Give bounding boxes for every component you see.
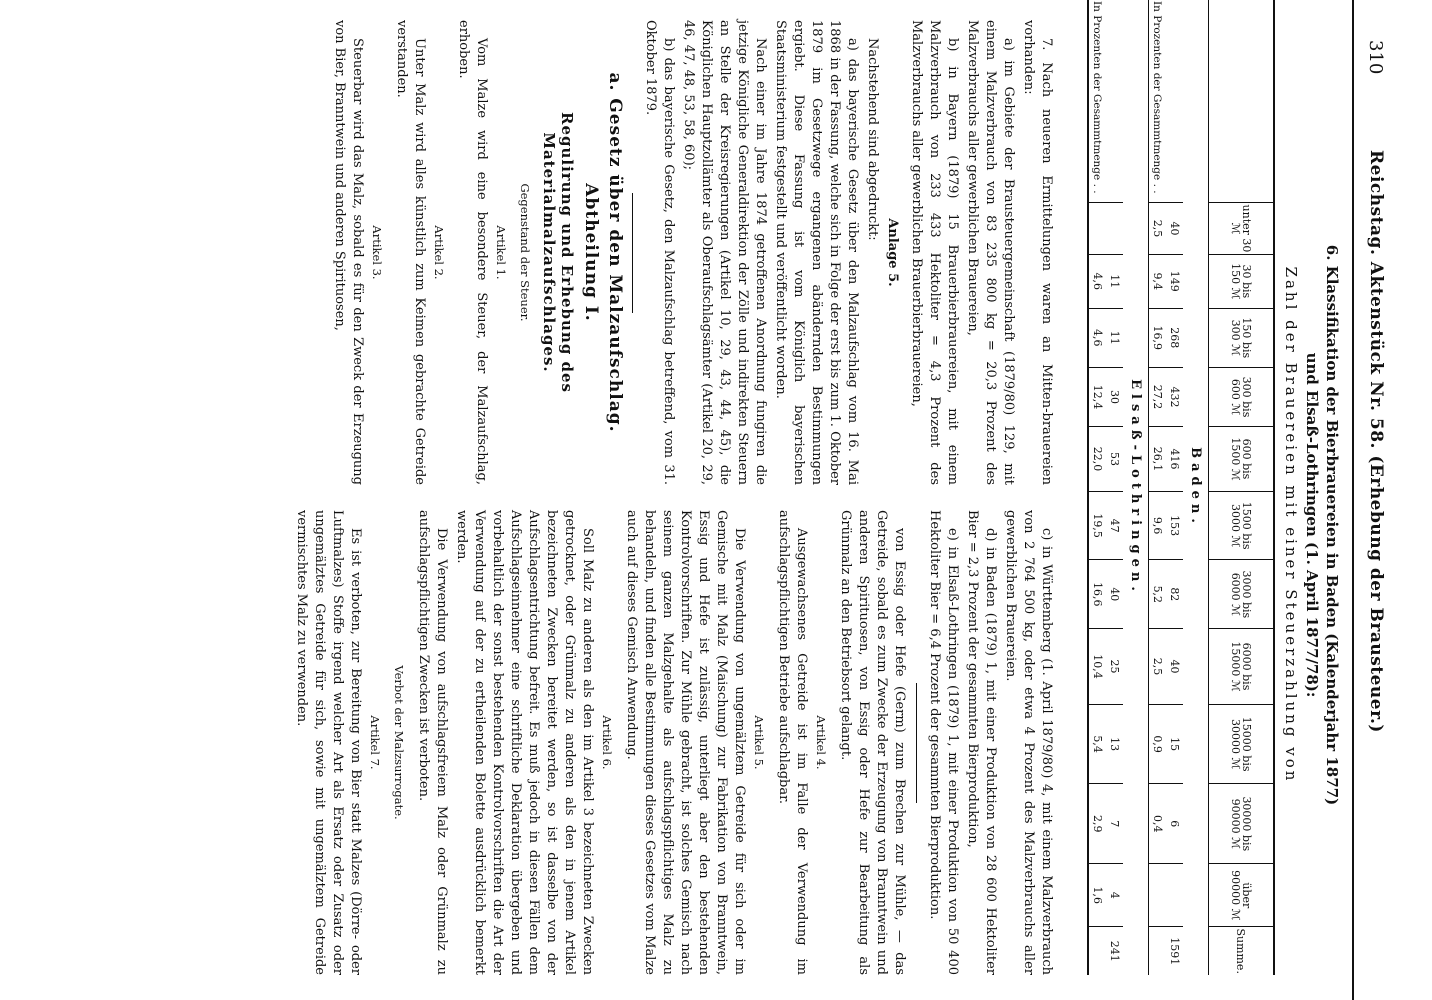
table-cell: 2,5	[1149, 629, 1167, 705]
row-label: In Prozenten der Gesammtmenge . .	[1091, 1, 1104, 194]
divider	[916, 683, 917, 803]
table-row	[1149, 0, 1167, 975]
column-header: 150 bis 300 ℳ	[1209, 308, 1275, 367]
table-cell: 1,6	[1088, 864, 1106, 927]
table-cell: 4,6	[1088, 254, 1106, 308]
region-row	[1183, 0, 1209, 975]
article-4-text: Ausgewachsenes Getreide ist im Falle der Verwendung im aufschlagspflichtigen Betriebe aufschlagbar.	[776, 510, 809, 975]
page-number: 310	[1365, 40, 1386, 75]
article-1-text: Vom Malze wird eine besondere Steuer, der Malzaufschlag, erhoben.	[456, 20, 489, 485]
para-7a: a) im Gebiete der Brausteuergemeinschaft (1879/80) 129, mit einem Malzverbrauch von 83 235 800 kg = 20,3 Prozent des Malzverbrauchs aller gewerblichen Brauereien,	[965, 20, 1016, 485]
table-subtitle: Zahl der Brauereien mit einer Steuerzahlung von	[1282, 266, 1300, 784]
column-header: Summe.	[1209, 927, 1275, 975]
article-6-text: Soll Malz zu anderen als den im Artikel 3 bezeichneten Zwecken getrocknet, oder Grünmalz zu anderen als den in jenem Artikel bezeichneten Zwecken bereitet werden, so ist dasselbe von der Aufschlagsentrichtung befreit. Es muß jedoch in diesen Fällen dem Aufschlagseinnehmer eine schriftliche Deklaration übergeben und vorbehaltlich der sonst bestehenden Kontrolvorschriften die Art der Verwendung auf der zu ertheilenden Bolette ausdrücklich bemerkt werden.	[454, 510, 595, 975]
article-6-heading: Artikel 6.	[600, 715, 614, 770]
table-cell: 30	[1106, 367, 1123, 426]
table-header-row	[1209, 0, 1275, 975]
table-cell: 241	[1106, 927, 1123, 975]
table-cell: 1591	[1166, 927, 1183, 975]
law-title: a. Gesetz über den Malzaufschlag.	[605, 72, 625, 433]
table-cell: 6	[1166, 784, 1183, 864]
table-cell: 15	[1166, 704, 1183, 784]
caption-line-2: und Elsaß-Lothringen (1. April 1877/78):	[1303, 352, 1321, 698]
column-header: 3000 bis 6000 ℳ	[1209, 560, 1275, 629]
table-cell: 416	[1166, 427, 1183, 492]
article-5-text: Die Verwendung von ungemälztem Getreide für sich oder im Gemische mit Malz (Maischung) zur Fabrikation von Branntwein, Essig und Hefe ist zulässig, unterliegt aber den bestehenden Kontrolvorschriften. Zur Mühle gebracht, ist solches Gemisch nach seinem ganzen Malzgehalte als aufschlagspflichtiges Malz zu behandeln, und finden alle Bestimmungen dieses Gesetzes vom Malze auch auf dieses Gemisch Anwendung.	[624, 510, 747, 975]
table-cell: 5,4	[1088, 704, 1106, 784]
table-cell: 40	[1106, 560, 1123, 629]
divider	[632, 193, 633, 313]
table-cell: 53	[1106, 427, 1123, 492]
table-cell: 22,0	[1088, 427, 1106, 492]
intro-text: Nachstehend sind abgedruckt:	[865, 38, 880, 241]
table-cell: 5,2	[1149, 560, 1167, 629]
table-cell: 9,4	[1149, 254, 1167, 308]
table-cell: 11	[1106, 308, 1123, 367]
table-cell: 10,4	[1088, 629, 1106, 705]
item-d: d) in Baden (1879) 1, mit einer Produktion von 28 600 Hektoliter Bier = 2,3 Prozent der gesammten Bierproduktion,	[965, 510, 998, 975]
right-column	[290, 510, 1055, 975]
table-cell: 40	[1166, 629, 1183, 705]
table-cell: 149	[1166, 254, 1183, 308]
article-4-heading: Artikel 4.	[814, 715, 828, 770]
column-header: 1500 bis 3000 ℳ	[1209, 491, 1275, 560]
column-header: 15000 bis 30000 ℳ	[1209, 704, 1275, 784]
table-cell: 82	[1166, 560, 1183, 629]
item-b: b) das bayerische Gesetz, den Malzaufschlag betreffend, vom 31. Oktober 1879.	[643, 20, 676, 485]
row-label	[1166, 0, 1183, 203]
left-column	[328, 20, 1055, 485]
column-header: 6000 bis 15000 ℳ	[1209, 629, 1275, 705]
item-e: e) in Elsaß-Lothringen (1879) 1, mit einer Produktion von 50 400 Hektoliter Bier = 6,4 Prozent der gesammten Bierproduktion.	[927, 510, 960, 975]
table-cell	[1088, 927, 1106, 975]
section-heading-surrogate: Verbot der Malzsurrogate.	[392, 665, 406, 820]
table-cell: 27,2	[1149, 367, 1167, 426]
table-cell: 26,1	[1149, 427, 1167, 492]
region-name: Elsaß-Lothringen.	[1128, 379, 1143, 596]
table-row	[1106, 0, 1123, 975]
table-cell: 7	[1106, 784, 1123, 864]
row-label	[1106, 0, 1123, 203]
table-cell: 9,6	[1149, 491, 1167, 560]
table-cell	[1149, 864, 1167, 927]
table-cell: 0,4	[1149, 784, 1167, 864]
item-a: a) das bayerische Gesetz über den Malzaufschlag vom 16. Mai 1868 in der Fassung, welche sich in Folge der erst bis zum 1. Oktober 1879 im Gesetzwege ergangenen abändernden Bestimmungen ergiebt. Diese Fassung ist vom Königlich bayerischen Staatsministerium festgestellt und veröffentlicht worden.	[773, 20, 860, 485]
article-5-heading: Artikel 5.	[752, 715, 766, 770]
brewery-classification-table	[1087, 0, 1275, 975]
table-caption	[1302, 90, 1342, 960]
table-row	[1088, 0, 1106, 975]
article-2-text: Unter Malz wird alles künstlich zum Keimen gebrachte Getreide verstanden.	[394, 20, 427, 485]
table-cell: 268	[1166, 308, 1183, 367]
table-cell	[1149, 927, 1167, 975]
para-7b: b) in Bayern (1879) 15 Brauerbierbrauereien, mit einem Malzverbrauch von 233 433 Hektoliter = 4,3 Prozent des Malzverbrauchs aller gewerblichen Brauerbierbrauereien,	[909, 20, 960, 485]
table-row	[1166, 0, 1183, 975]
column-header: 600 bis 1500 ℳ	[1209, 427, 1275, 492]
table-cell: 40	[1166, 203, 1183, 255]
table-cell	[1166, 864, 1183, 927]
anlage-heading: Anlage 5.	[885, 218, 900, 287]
row-label: In Prozenten der Gesammtmenge . .	[1151, 1, 1164, 194]
region-row	[1123, 0, 1149, 975]
para-7: 7. Nach neueren Ermittelungen waren an Mitten-brauereien vorhanden:	[1021, 20, 1054, 485]
article-3-heading: Artikel 3.	[370, 225, 384, 280]
table-cell: 4	[1106, 864, 1123, 927]
section-heading: Gegenstand der Steuer.	[518, 183, 532, 322]
article-7-text: Es ist verboten, zur Bereitung von Bier statt Malzes (Dörre- oder Luftmalzes) Stoffe irgend welcher Art als Ersatz oder Zusatz oder ungemälztes Getreide für sich, sowie mit ungemälztem Getreide vermischtes Malz zu verwenden.	[294, 510, 363, 975]
table-cell: 16,9	[1149, 308, 1167, 367]
abtheilung-heading: Abtheilung I.	[581, 183, 601, 322]
item-c: c) in Württemberg (1. April 1879/80) 4, mit einem Malzverbrauch von 2 764 500 kg, oder etwa 4 Prozent des Malzverbrauchs aller gewerblichen Brauereien.	[1003, 510, 1054, 975]
article-3-continued: von Essig oder Hefe (Germ) zum Brechen zur Mühle, — das Getreide, sobald es zum Zwecke der Erzeugung von Branntwein und anderen Spirituosen, von Essig oder Hefe zur Bearbeitung als Grünmalz an den Betriebsort gelangt.	[838, 510, 907, 975]
article-2-heading: Artikel 2.	[432, 225, 446, 280]
article-1-heading: Artikel 1.	[494, 225, 508, 280]
table-cell	[1106, 203, 1123, 255]
table-cell: 12,4	[1088, 367, 1106, 426]
table-cell: 2,9	[1088, 784, 1106, 864]
table-cell: 25	[1106, 629, 1123, 705]
table-cell: 19,5	[1088, 491, 1106, 560]
item-a-cont: Nach einer im Jahre 1874 getroffenen Anordnung fungiren die jetzige Königliche Generaldirektion der Zölle und indirekten Steuern an Stelle der Kreisregierungen (Artikel 10, 29, 43, 44, 45), die Königlichen Hauptzollämter als Oberaufschlagsämter (Artikel 20, 29, 46, 47, 48, 53, 58, 60);	[681, 20, 768, 485]
column-header: 300 bis 600 ℳ	[1209, 367, 1275, 426]
column-header: unter 30 ℳ	[1209, 203, 1275, 255]
table-cell: 16,6	[1088, 560, 1106, 629]
header-label-cell	[1209, 0, 1275, 203]
abtheilung-subtitle: Regulirung und Erhebung des Materialmalzaufschlages.	[540, 111, 576, 394]
column-header: 30000 bis 90000 ℳ	[1209, 784, 1275, 864]
page-title: Reichstag. Aktenstück Nr. 58. (Erhebung der Brausteuer.)	[1366, 150, 1386, 733]
table-cell: 0,9	[1149, 704, 1167, 784]
table-cell: 47	[1106, 491, 1123, 560]
table-cell: 11	[1106, 254, 1123, 308]
region-name: Baden.	[1188, 447, 1203, 528]
article-3-text: Steuerbar wird das Malz, sobald es für den Zweck der Erzeugung von Bier, Branntwein und anderen Spirituosen,	[332, 20, 365, 485]
table-cell: 13	[1106, 704, 1123, 784]
column-header: 30 bis 150 ℳ	[1209, 254, 1275, 308]
table-cell: 153	[1166, 491, 1183, 560]
table-cell	[1088, 203, 1106, 255]
page-header	[1352, 0, 1400, 1000]
table-cell: 4,6	[1088, 308, 1106, 367]
article-6-text-2: Die Verwendung von aufschlagsfreiem Malz oder Grünmalz zu aufschlagspflichtigen Zwecken ist verboten.	[416, 510, 449, 975]
table-cell: 2,5	[1149, 203, 1167, 255]
table-cell: 432	[1166, 367, 1183, 426]
article-7-heading: Artikel 7.	[368, 715, 382, 770]
column-header: über 90000 ℳ	[1209, 864, 1275, 927]
caption-line-1: 6. Klassifikation der Bierbrauereien in Baden (Kalenderjahr 1877)	[1323, 244, 1341, 806]
